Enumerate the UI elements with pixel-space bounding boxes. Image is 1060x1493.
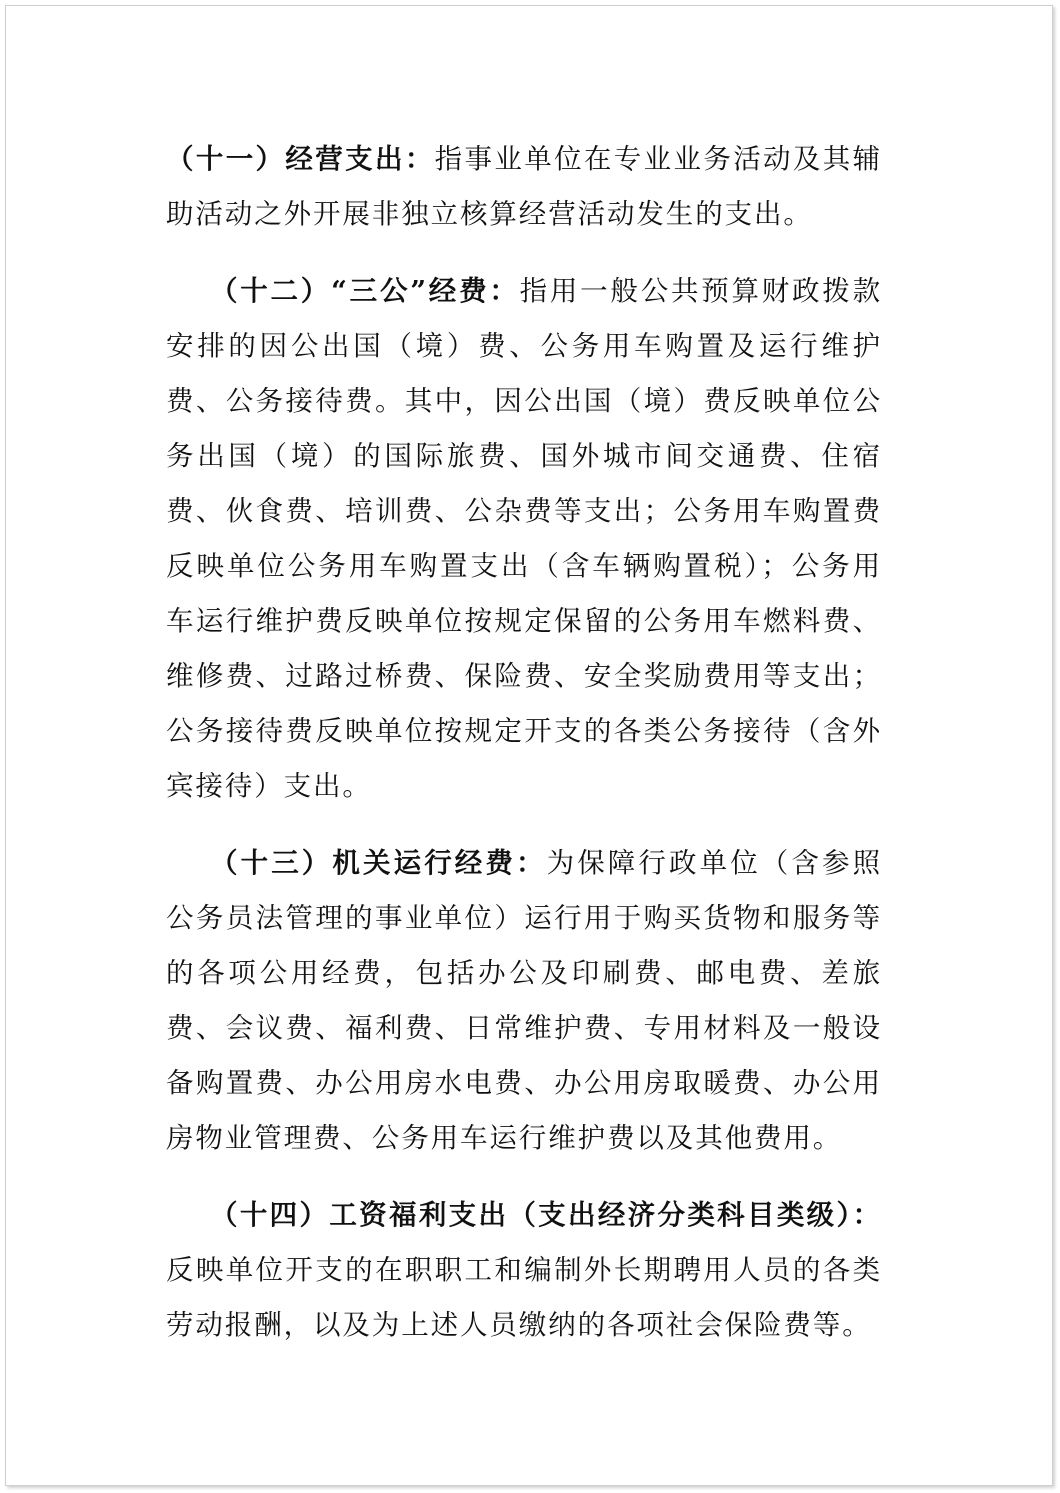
document-body — [166, 132, 882, 1375]
paragraph-term: （十三）机关运行经费： — [210, 847, 547, 879]
paragraph-operating-expenditure — [166, 132, 882, 242]
paragraph-wages-welfare — [166, 1188, 882, 1353]
paragraph-text: 为保障行政单位（含参照公务员法管理的事业单位）运行用于购买货物和服务等的各项公用经费，包括办公及印刷费、邮电费、差旅费、会议费、福利费、日常维护费、专用材料及一般设备购置费、办公用房水电费、办公用房取暖费、办公用房物业管理费、公务用车运行维护费以及其他费用。 — [166, 847, 882, 1154]
paragraph-text: 指用一般公共预算财政拨款安排的因公出国（境）费、公务用车购置及运行维护费、公务接待费。其中，因公出国（境）费反映单位公务出国（境）的国际旅费、国外城市间交通费、住宿费、伙食费、培训费、公杂费等支出；公务用车购置费反映单位公务用车购置支出（含车辆购置税）；公务用车运行维护费反映单位按规定保留的公务用车燃料费、维修费、过路过桥费、保险费、安全奖励费用等支出；公务接待费反映单位按规定开支的各类公务接待（含外宾接待）支出。 — [166, 275, 882, 802]
paragraph-term: （十四）工资福利支出（支出经济分类科目类级）： — [210, 1199, 882, 1231]
paragraph-term: （十一）经营支出： — [166, 143, 435, 175]
paragraph-three-public-expenses — [166, 264, 882, 814]
paragraph-text: 反映单位开支的在职职工和编制外长期聘用人员的各类劳动报酬，以及为上述人员缴纳的各项社会保险费等。 — [166, 1254, 882, 1341]
paragraph-term: （十二）“三公”经费： — [210, 275, 520, 307]
paragraph-agency-operating-funds — [166, 836, 882, 1166]
paragraph-text: 指事业单位在专业业务活动及其辅助活动之外开展非独立核算经营活动发生的支出。 — [166, 143, 882, 230]
